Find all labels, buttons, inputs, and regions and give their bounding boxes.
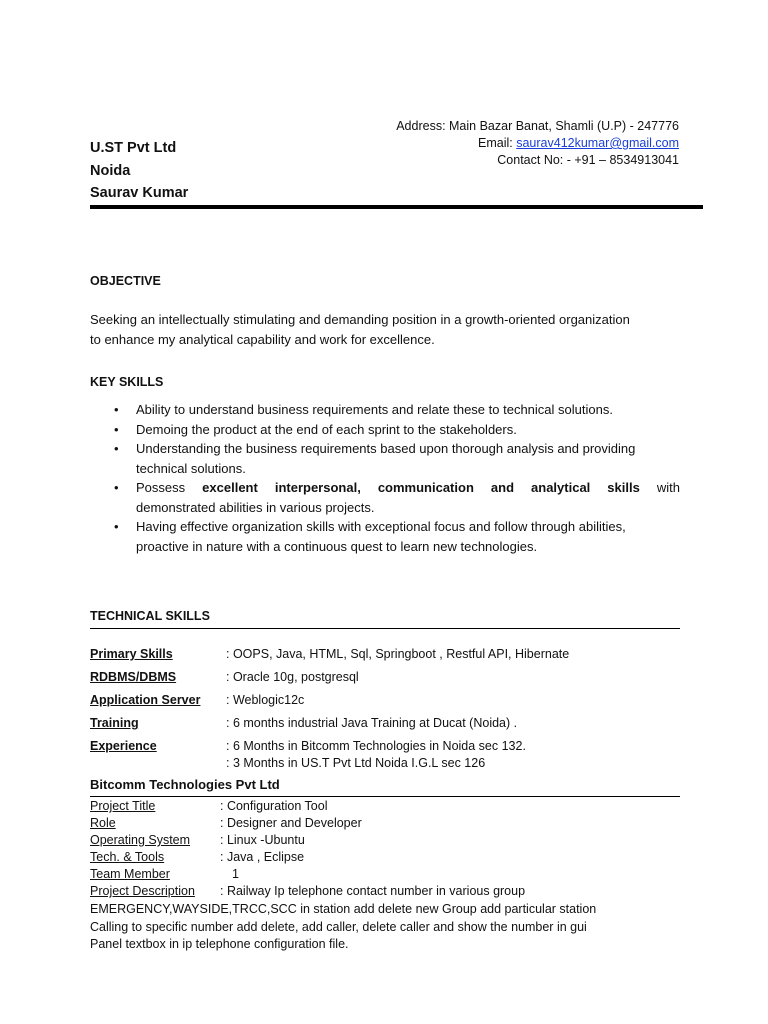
project-value: : Java , Eclipse [220, 850, 305, 864]
objective-line: Seeking an intellectually stimulating and demanding position in a growth-oriented organization [90, 312, 630, 327]
project-row [90, 866, 239, 883]
skill-text: Ability to understand business requirements and relate these to technical solutions. [136, 402, 613, 417]
email-link[interactable]: saurav412kumar@gmail.com [516, 136, 679, 150]
bullet-icon: • [114, 519, 119, 534]
skill-text-line: demonstrated abilities in various projects. [136, 499, 375, 515]
skill-text: Understanding the business requirements based upon thorough analysis and providing technical solutions. [136, 441, 636, 476]
address-line: Address: Main Bazar Banat, Shamli (U.P) - 247776 [396, 119, 679, 133]
project-company-heading: Bitcomm Technologies Pvt Ltd [90, 777, 280, 792]
objective-heading: OBJECTIVE [90, 274, 161, 288]
list-item [90, 517, 680, 556]
skill-pre: Possess [136, 480, 186, 495]
tech-value: : 6 Months in Bitcomm Technologies in Noida sec 132. [226, 739, 526, 753]
project-row [90, 849, 304, 866]
list-item [90, 400, 680, 420]
project-label: Tech. & Tools [90, 850, 165, 864]
objective-text [90, 310, 680, 349]
project-row [90, 832, 305, 849]
tech-row [90, 715, 226, 732]
bullet-icon: • [114, 402, 119, 417]
tech-label: RDBMS/DBMS [90, 670, 177, 684]
header-divider [90, 205, 703, 209]
tech-value: : Weblogic12c [226, 693, 305, 707]
project-divider [90, 796, 680, 797]
contact-block [396, 118, 679, 169]
project-value: : Configuration Tool [220, 799, 328, 813]
email-line [396, 135, 679, 152]
project-label: Team Member [90, 867, 170, 881]
contact-number: Contact No: - +91 – 8534913041 [497, 153, 679, 167]
company-name: U.ST Pvt Ltd [90, 140, 177, 156]
list-item [90, 478, 680, 517]
email-label: Email: [478, 136, 517, 150]
project-value: 1 [232, 867, 239, 881]
project-row [90, 815, 362, 832]
tech-row [90, 738, 226, 755]
skill-post: with [656, 480, 680, 495]
header-name-block [90, 137, 188, 205]
tech-label: Experience [90, 739, 157, 753]
tech-value: : Oracle 10g, postgresql [226, 670, 359, 684]
bullet-icon: • [114, 480, 119, 495]
list-item [90, 439, 680, 478]
tech-value: : 6 months industrial Java Training at Ducat (Noida) . [226, 716, 518, 730]
project-value: : Designer and Developer [220, 816, 362, 830]
bullet-icon: • [114, 441, 119, 456]
description-line: Panel textbox in ip telephone configuration file. [90, 937, 349, 951]
skill-text-line [136, 478, 680, 498]
description-line: Calling to specific number add delete, add caller, delete caller and show the number in gui [90, 919, 587, 934]
key-skills-list [90, 400, 680, 556]
project-value: : Railway Ip telephone contact number in various group [220, 884, 526, 898]
tech-row [90, 692, 226, 709]
objective-line: to enhance my analytical capability and work for excellence. [90, 331, 435, 347]
list-item [90, 420, 680, 440]
project-label: Operating System [90, 833, 191, 847]
technical-skills-divider [90, 628, 680, 629]
company-city: Noida [90, 162, 131, 179]
candidate-name: Saurav Kumar [90, 185, 189, 201]
tech-label: Training [90, 716, 139, 730]
project-value: : Linux -Ubuntu [220, 833, 305, 847]
tech-row [90, 669, 226, 686]
project-row [90, 798, 327, 815]
skill-text: Having effective organization skills with exceptional focus and follow through abilities, proactive in nature with a continuous quest to learn new technologies. [136, 519, 626, 554]
skill-text: Demoing the product at the end of each sprint to the stakeholders. [136, 421, 517, 437]
project-label: Project Title [90, 799, 156, 813]
tech-value: : OOPS, Java, HTML, Sql, Springboot , Restful API, Hibernate [226, 647, 570, 661]
technical-skills-heading: TECHNICAL SKILLS [90, 609, 210, 623]
project-label: Role [90, 816, 116, 830]
project-row [90, 883, 525, 900]
skill-bold: excellent interpersonal, communication and analytical skills [202, 480, 640, 495]
tech-label: Application Server [90, 693, 201, 707]
description-line: EMERGENCY,WAYSIDE,TRCC,SCC in station add delete new Group add particular station [90, 902, 597, 916]
key-skills-heading: KEY SKILLS [90, 375, 164, 389]
bullet-icon: • [114, 421, 119, 437]
tech-row [90, 646, 226, 663]
project-description [90, 901, 690, 954]
tech-value: : 3 Months in US.T Pvt Ltd Noida I.G.L sec 126 [226, 756, 486, 770]
project-label: Project Description [90, 884, 195, 898]
tech-label: Primary Skills [90, 647, 173, 661]
